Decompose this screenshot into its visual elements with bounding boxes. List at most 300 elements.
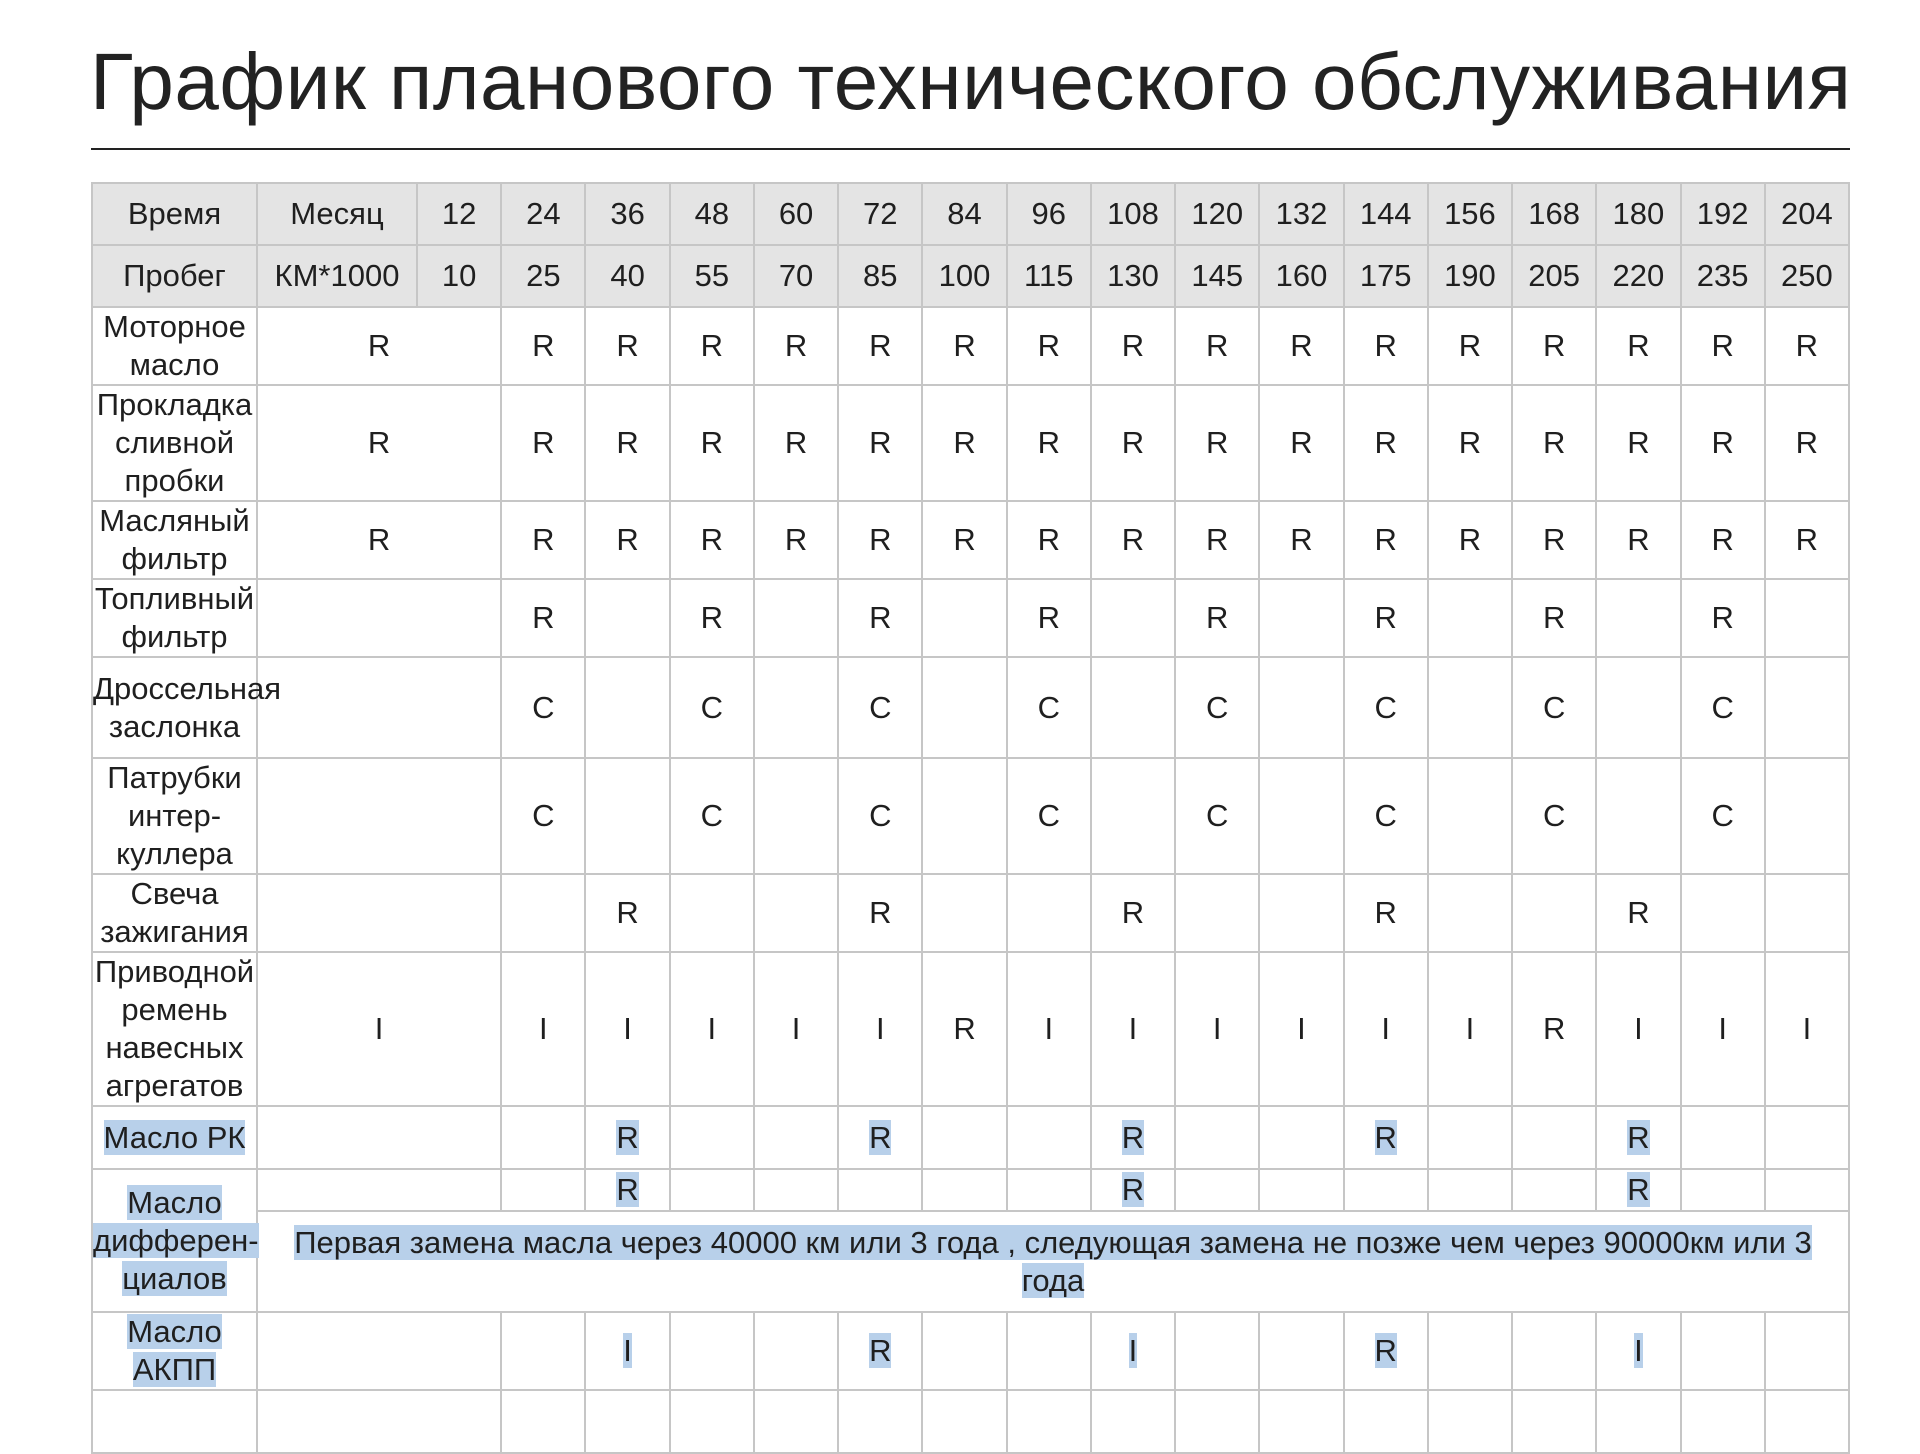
schedule-cell — [754, 1312, 838, 1390]
header-month-cell: 192 — [1681, 183, 1765, 245]
header-month-cell: 96 — [1007, 183, 1091, 245]
header-month-cell: 156 — [1428, 183, 1512, 245]
cell-code: C — [1711, 798, 1734, 833]
schedule-cell — [585, 952, 669, 1106]
cell-code: R — [1542, 1011, 1566, 1046]
cell-code: R — [953, 522, 976, 557]
schedule-cell — [1175, 385, 1259, 501]
table-row-cut-off — [92, 1390, 1849, 1453]
schedule-cell — [1512, 657, 1596, 758]
cell-code: C — [1206, 689, 1229, 725]
cell-code: R — [1795, 328, 1819, 363]
cell-code: R — [784, 328, 808, 363]
header-mileage-cell: 130 — [1091, 245, 1175, 307]
cell-code: I — [1465, 1011, 1475, 1046]
schedule-cell — [1681, 874, 1765, 952]
row-label-text: Масло дифферен-циалов — [93, 1184, 259, 1296]
header-month-cell: 132 — [1259, 183, 1343, 245]
schedule-cell — [838, 1169, 922, 1211]
schedule-cell — [754, 1169, 838, 1211]
schedule-cell — [1512, 874, 1596, 952]
cell-code: R — [869, 1119, 892, 1155]
schedule-cell — [754, 758, 838, 874]
cell-code: R — [784, 522, 808, 557]
schedule-cell — [1344, 1169, 1428, 1211]
schedule-cell — [922, 1106, 1006, 1169]
cell-code: R — [953, 425, 976, 460]
schedule-cell — [257, 579, 501, 657]
schedule-cell — [585, 874, 669, 952]
schedule-cell — [670, 385, 754, 501]
schedule-cell — [1007, 952, 1091, 1106]
header-month-cell: 120 — [1175, 183, 1259, 245]
table-row — [92, 307, 1849, 385]
cell-code: R — [1711, 425, 1734, 460]
schedule-cell — [1596, 501, 1680, 579]
cell-code: R — [1121, 1119, 1145, 1155]
schedule-cell — [585, 501, 669, 579]
schedule-cell — [754, 657, 838, 758]
cell-code: C — [532, 798, 555, 833]
schedule-cell — [1428, 307, 1512, 385]
schedule-cell — [670, 1106, 754, 1169]
row-label — [92, 1312, 257, 1390]
header-mileage-cell: 100 — [922, 245, 1006, 307]
header-month-cell: 60 — [754, 183, 838, 245]
schedule-cell — [585, 1106, 669, 1169]
schedule-cell — [1259, 307, 1343, 385]
schedule-cell — [257, 501, 501, 579]
schedule-cell — [922, 1312, 1006, 1390]
cell-code: R — [1206, 425, 1229, 460]
cell-code: R — [700, 425, 724, 460]
row-label-text: Масло РК — [103, 1119, 246, 1155]
header-row-time — [92, 183, 1849, 245]
schedule-cell — [1765, 1169, 1849, 1211]
header-label-mileage: Пробег — [92, 245, 257, 307]
cell-code: I — [707, 1011, 717, 1046]
header-mileage-cell: 115 — [1007, 245, 1091, 307]
schedule-cell — [1259, 1106, 1343, 1169]
schedule-cell — [1765, 501, 1849, 579]
header-month-cell: 108 — [1091, 183, 1175, 245]
cell-code: R — [1627, 1172, 1650, 1207]
cell-code: R — [616, 895, 639, 930]
header-mileage-cell: 70 — [754, 245, 838, 307]
schedule-cell — [1344, 952, 1428, 1106]
schedule-cell — [1007, 307, 1091, 385]
cell-code: R — [1542, 425, 1566, 460]
schedule-cell — [1681, 1390, 1765, 1453]
title-divider — [91, 148, 1850, 150]
note-row — [92, 1211, 1849, 1312]
schedule-cell — [1765, 952, 1849, 1106]
schedule-cell — [1007, 579, 1091, 657]
cell-code: R — [1627, 1119, 1650, 1155]
schedule-cell — [501, 579, 585, 657]
schedule-cell — [838, 579, 922, 657]
schedule-cell — [1259, 1169, 1343, 1211]
cell-code: R — [700, 600, 724, 635]
schedule-cell — [1512, 1106, 1596, 1169]
schedule-cell — [1681, 1169, 1765, 1211]
schedule-cell — [501, 758, 585, 874]
schedule-cell — [922, 657, 1006, 758]
schedule-cell — [585, 1390, 669, 1453]
cell-code: I — [1128, 1011, 1138, 1046]
schedule-cell — [1091, 657, 1175, 758]
cell-code: R — [1711, 522, 1734, 557]
schedule-cell — [1765, 1390, 1849, 1453]
schedule-cell — [838, 501, 922, 579]
table-row — [92, 579, 1849, 657]
schedule-cell — [1596, 1169, 1680, 1211]
schedule-cell — [585, 579, 669, 657]
schedule-cell — [1175, 874, 1259, 952]
schedule-cell — [754, 307, 838, 385]
cell-code: I — [623, 1011, 632, 1046]
schedule-cell — [1596, 307, 1680, 385]
cell-code: R — [1374, 1119, 1397, 1155]
header-month-cell: 48 — [670, 183, 754, 245]
header-month-cell: 144 — [1344, 183, 1428, 245]
schedule-cell — [501, 501, 585, 579]
cell-code: R — [869, 425, 892, 460]
schedule-cell — [257, 1169, 501, 1211]
cell-code: R — [1121, 425, 1145, 460]
schedule-cell — [1681, 579, 1765, 657]
schedule-cell — [1765, 758, 1849, 874]
schedule-cell — [1259, 579, 1343, 657]
schedule-cell — [1596, 657, 1680, 758]
cell-code: R — [1374, 1333, 1397, 1368]
schedule-cell — [1596, 874, 1680, 952]
schedule-cell — [1007, 1390, 1091, 1453]
schedule-cell — [922, 758, 1006, 874]
schedule-cell — [1344, 874, 1428, 952]
table-row — [92, 952, 1849, 1106]
schedule-cell — [501, 1106, 585, 1169]
row-label — [92, 579, 257, 657]
cell-code: R — [1374, 425, 1397, 460]
schedule-cell — [1428, 952, 1512, 1106]
cell-code: I — [1128, 1333, 1138, 1368]
row-label — [92, 501, 257, 579]
schedule-cell — [1175, 501, 1259, 579]
cell-code: I — [1212, 1011, 1222, 1046]
cell-code: C — [869, 798, 892, 833]
header-month-cell: 168 — [1512, 183, 1596, 245]
cell-code: R — [1290, 328, 1313, 363]
header-mileage-cell: 235 — [1681, 245, 1765, 307]
cell-code: I — [623, 1333, 632, 1368]
header-mileage-cell: 10 — [417, 245, 501, 307]
schedule-cell — [670, 1390, 754, 1453]
schedule-cell — [1512, 1390, 1596, 1453]
cell-code: R — [532, 522, 555, 557]
schedule-cell — [1596, 579, 1680, 657]
table-row — [92, 758, 1849, 874]
row-label-text: Масло АКПП — [127, 1314, 222, 1387]
cell-code: R — [367, 425, 391, 460]
schedule-cell — [501, 1312, 585, 1390]
header-mileage-cell: 55 — [670, 245, 754, 307]
cell-code: R — [1795, 425, 1819, 460]
schedule-cell — [1007, 874, 1091, 952]
cell-code: I — [1802, 1011, 1812, 1046]
schedule-cell — [257, 1312, 501, 1390]
schedule-cell — [1091, 307, 1175, 385]
row-label — [92, 874, 257, 952]
schedule-cell — [1428, 758, 1512, 874]
schedule-cell — [1596, 758, 1680, 874]
header-mileage-cell: 40 — [585, 245, 669, 307]
schedule-cell — [1259, 657, 1343, 758]
header-month-cell: 84 — [922, 183, 1006, 245]
cell-code: R — [700, 328, 724, 363]
header-month-cell: 180 — [1596, 183, 1680, 245]
schedule-cell — [838, 758, 922, 874]
cell-code: R — [1037, 425, 1060, 460]
schedule-cell — [1259, 501, 1343, 579]
cell-code: I — [1381, 1011, 1390, 1046]
cell-code: R — [532, 328, 555, 363]
cell-code: C — [532, 689, 555, 725]
schedule-cell — [754, 385, 838, 501]
schedule-cell — [585, 657, 669, 758]
schedule-cell — [1681, 952, 1765, 1106]
schedule-cell — [1765, 874, 1849, 952]
schedule-cell — [1259, 758, 1343, 874]
row-label-text: Свеча зажигания — [100, 876, 249, 949]
cell-code: R — [367, 522, 391, 557]
header-unit-km: КМ*1000 — [257, 245, 417, 307]
cell-code: R — [1374, 328, 1397, 363]
cell-code: R — [1542, 522, 1566, 557]
schedule-cell — [1596, 1312, 1680, 1390]
header-mileage-cell: 220 — [1596, 245, 1680, 307]
schedule-cell — [1681, 385, 1765, 501]
schedule-cell — [501, 874, 585, 952]
schedule-cell — [670, 952, 754, 1106]
schedule-cell — [1007, 385, 1091, 501]
schedule-cell — [670, 307, 754, 385]
schedule-cell — [1175, 1390, 1259, 1453]
header-mileage-cell: 85 — [838, 245, 922, 307]
row-label-text: Патрубки интер-куллера — [107, 760, 242, 871]
cell-code: R — [1206, 522, 1229, 557]
row-label — [92, 1390, 257, 1453]
schedule-cell — [1007, 1312, 1091, 1390]
cell-code: R — [1374, 895, 1397, 930]
schedule-cell — [670, 758, 754, 874]
table-row — [92, 385, 1849, 501]
schedule-cell — [838, 874, 922, 952]
table-row — [92, 1312, 1849, 1390]
cell-code: R — [1374, 600, 1397, 635]
table-row — [92, 501, 1849, 579]
cell-code: I — [1634, 1333, 1643, 1368]
cell-code: R — [367, 328, 391, 363]
schedule-cell — [1175, 579, 1259, 657]
schedule-cell — [585, 307, 669, 385]
schedule-cell — [1428, 579, 1512, 657]
cell-code: R — [616, 1119, 639, 1155]
cell-code: R — [532, 425, 555, 460]
schedule-cell — [1428, 385, 1512, 501]
schedule-cell — [1091, 1312, 1175, 1390]
schedule-cell — [1428, 1106, 1512, 1169]
cell-code: R — [1711, 600, 1734, 635]
cell-code: R — [1037, 328, 1060, 363]
schedule-cell — [754, 952, 838, 1106]
cell-code: C — [700, 689, 724, 725]
schedule-cell — [1512, 501, 1596, 579]
note-text: Первая замена масла через 40000 км или 3 года , следующая замена не позже чем через 90000км или 3 года — [294, 1224, 1812, 1298]
header-mileage-cell: 205 — [1512, 245, 1596, 307]
cell-code: R — [1542, 600, 1566, 635]
schedule-cell — [1344, 1390, 1428, 1453]
schedule-cell — [1259, 1312, 1343, 1390]
cell-code: R — [869, 895, 892, 930]
row-label — [92, 385, 257, 501]
schedule-cell — [838, 307, 922, 385]
schedule-cell — [257, 758, 501, 874]
cell-code: C — [869, 689, 892, 725]
schedule-cell — [670, 657, 754, 758]
schedule-cell — [257, 307, 501, 385]
schedule-cell — [1344, 758, 1428, 874]
schedule-cell — [257, 1390, 501, 1453]
row-label-text: Масляный фильтр — [99, 503, 250, 576]
cell-code: C — [1374, 689, 1397, 725]
cell-code: C — [1206, 798, 1229, 833]
schedule-cell — [1765, 579, 1849, 657]
cell-code: R — [1627, 895, 1650, 930]
schedule-cell — [1344, 657, 1428, 758]
cell-code: C — [700, 798, 724, 833]
schedule-cell — [501, 952, 585, 1106]
schedule-cell — [670, 1169, 754, 1211]
schedule-cell — [1007, 501, 1091, 579]
schedule-cell — [257, 385, 501, 501]
cell-code: R — [532, 600, 555, 635]
schedule-cell — [1091, 1106, 1175, 1169]
row-label — [92, 952, 257, 1106]
schedule-cell — [922, 385, 1006, 501]
cell-code: R — [1121, 1172, 1145, 1207]
schedule-cell — [1428, 501, 1512, 579]
header-row-mileage — [92, 245, 1849, 307]
header-month-cell: 72 — [838, 183, 922, 245]
cell-code: R — [1458, 328, 1482, 363]
cell-code: R — [1290, 425, 1313, 460]
schedule-cell — [1091, 874, 1175, 952]
cell-code: R — [616, 425, 639, 460]
schedule-cell — [1344, 1312, 1428, 1390]
schedule-cell — [1681, 657, 1765, 758]
schedule-cell — [922, 952, 1006, 1106]
row-label — [92, 1106, 257, 1169]
cell-code: R — [1037, 600, 1060, 635]
schedule-cell — [1259, 874, 1343, 952]
schedule-cell — [1175, 307, 1259, 385]
cell-code: I — [1044, 1011, 1054, 1046]
schedule-cell — [1259, 385, 1343, 501]
header-label-time: Время — [92, 183, 257, 245]
schedule-cell — [1175, 952, 1259, 1106]
cell-code: C — [1037, 798, 1060, 833]
schedule-cell — [1681, 1106, 1765, 1169]
header-mileage-cell: 160 — [1259, 245, 1343, 307]
schedule-cell — [1765, 1312, 1849, 1390]
schedule-cell — [838, 385, 922, 501]
schedule-cell — [1681, 307, 1765, 385]
header-month-cell: 12 — [417, 183, 501, 245]
note-cell — [257, 1211, 1849, 1312]
table-body — [92, 183, 1849, 1453]
cell-code: I — [791, 1011, 801, 1046]
cell-code: R — [869, 522, 892, 557]
page-title: График планового технического обслуживания — [90, 37, 1852, 126]
schedule-cell — [1765, 657, 1849, 758]
schedule-cell — [838, 1312, 922, 1390]
schedule-cell — [754, 1106, 838, 1169]
schedule-cell — [501, 307, 585, 385]
schedule-cell — [1512, 1169, 1596, 1211]
schedule-cell — [922, 501, 1006, 579]
row-label — [92, 307, 257, 385]
schedule-cell — [1428, 874, 1512, 952]
cell-code: R — [1795, 522, 1819, 557]
schedule-cell — [1681, 1312, 1765, 1390]
table-row — [92, 874, 1849, 952]
schedule-cell — [1428, 1390, 1512, 1453]
header-month-cell: 36 — [585, 183, 669, 245]
row-label-text: Прокладка сливной пробки — [96, 387, 253, 498]
schedule-cell — [922, 579, 1006, 657]
schedule-cell — [1175, 657, 1259, 758]
schedule-cell — [1007, 758, 1091, 874]
schedule-cell — [670, 579, 754, 657]
row-label-text: Моторное масло — [103, 309, 246, 382]
schedule-cell — [1091, 1169, 1175, 1211]
schedule-cell — [922, 874, 1006, 952]
row-label — [92, 758, 257, 874]
cell-code: I — [539, 1011, 548, 1046]
schedule-cell — [1091, 579, 1175, 657]
schedule-cell — [1512, 952, 1596, 1106]
schedule-cell — [1091, 385, 1175, 501]
maintenance-schedule-table — [91, 182, 1850, 1454]
schedule-cell — [1091, 501, 1175, 579]
header-month-cell: 24 — [501, 183, 585, 245]
cell-code: R — [1458, 522, 1482, 557]
schedule-cell — [1344, 579, 1428, 657]
schedule-cell — [754, 579, 838, 657]
cell-code: C — [1037, 689, 1060, 725]
schedule-cell — [1596, 1390, 1680, 1453]
schedule-cell — [1344, 307, 1428, 385]
schedule-cell — [1512, 579, 1596, 657]
schedule-cell — [838, 1106, 922, 1169]
schedule-cell — [585, 758, 669, 874]
cell-code: R — [616, 328, 639, 363]
schedule-cell — [585, 385, 669, 501]
cell-code: R — [1206, 600, 1229, 635]
schedule-cell — [501, 1169, 585, 1211]
schedule-cell — [257, 657, 501, 758]
